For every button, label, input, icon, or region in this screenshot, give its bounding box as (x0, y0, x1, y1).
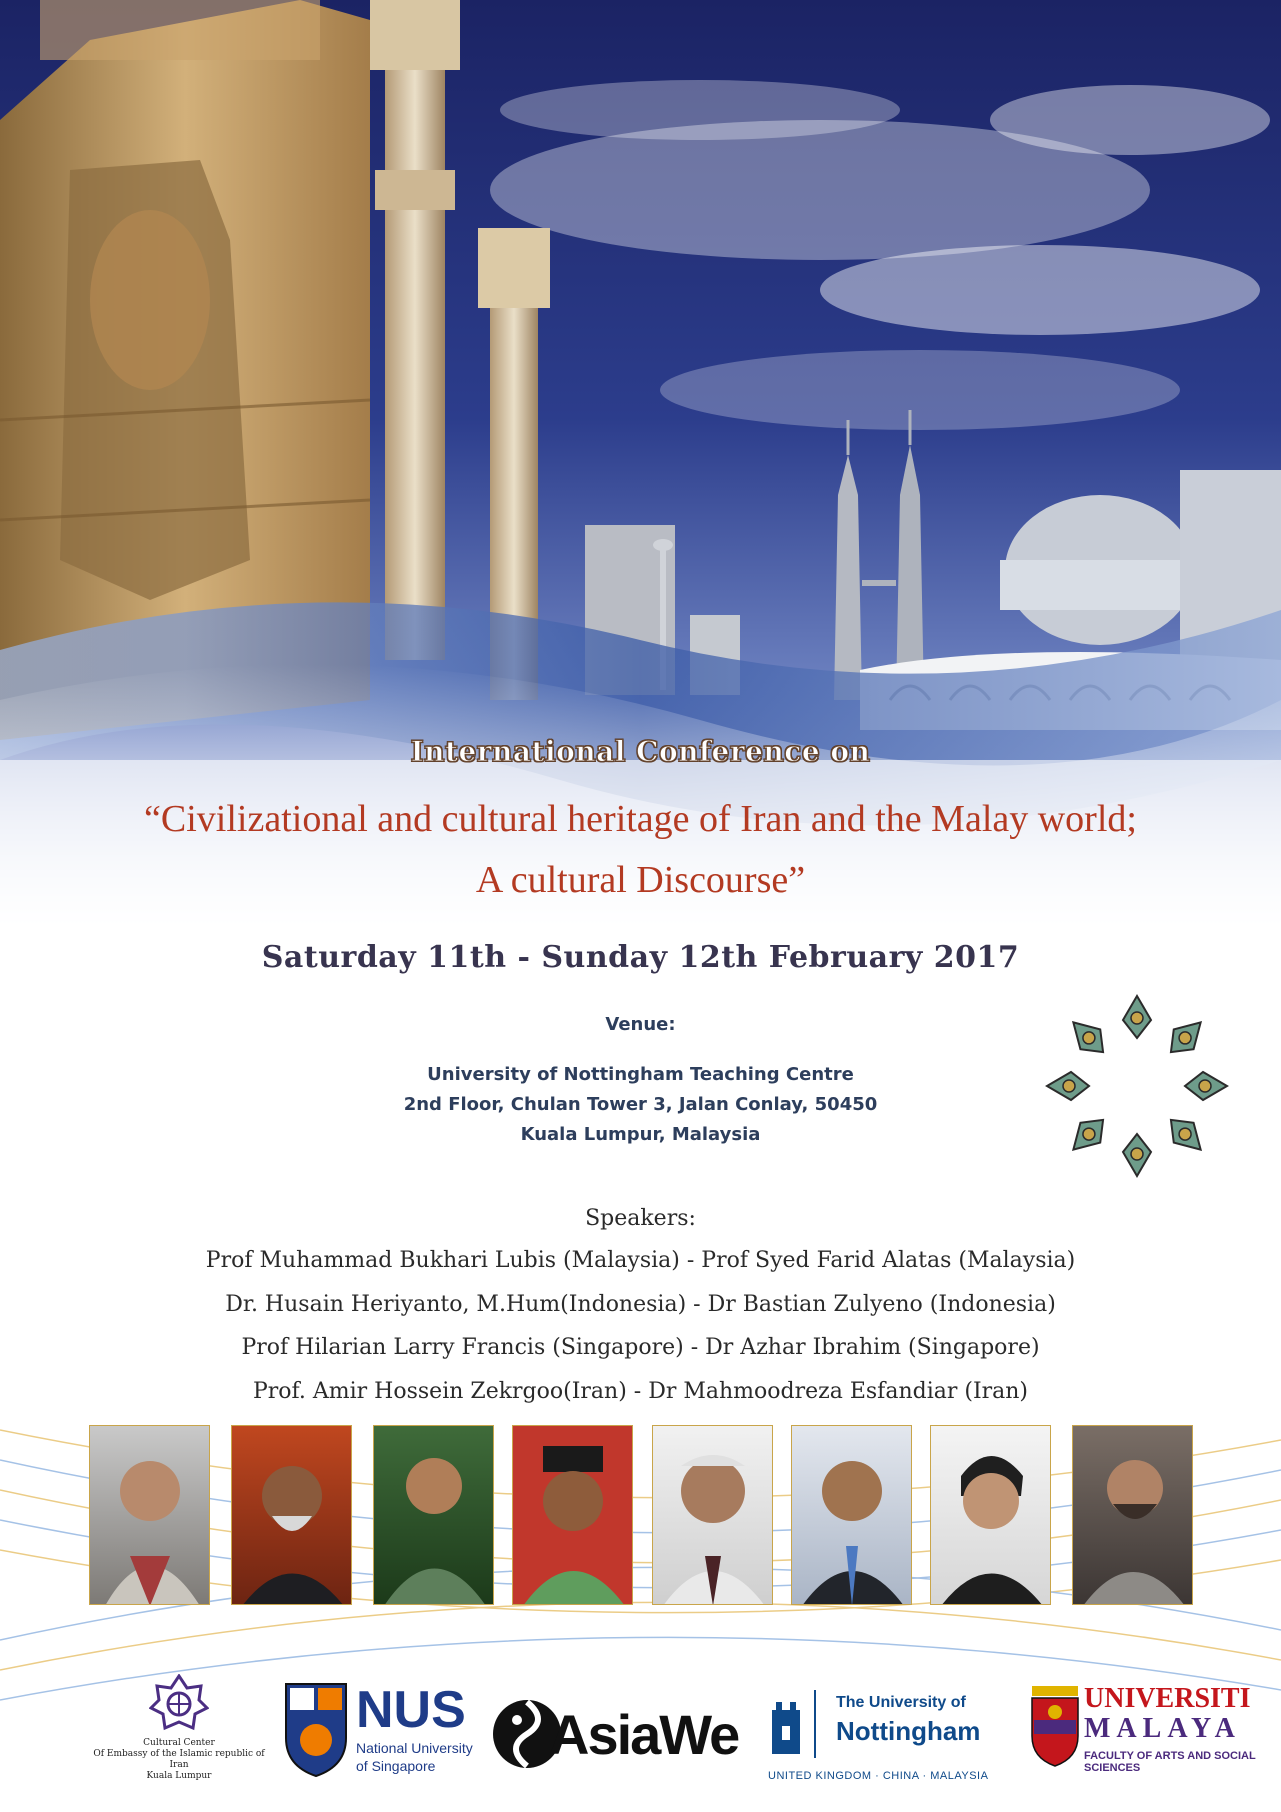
nus-logo (284, 1682, 474, 1782)
islamic-ornament-icon (1037, 986, 1237, 1186)
speaker-line: Prof Muhammad Bukhari Lubis (Malaysia) - Prof Syed Farid Alatas (Malaysia) (205, 1248, 1076, 1273)
venue-line: 2nd Floor, Chulan Tower 3, Jalan Conlay, 50450 (403, 1094, 878, 1115)
conference-dates: Saturday 11th - Sunday 12th February 2017 (261, 940, 1020, 975)
speaker-photo (89, 1425, 210, 1605)
nus-crest-icon (284, 1682, 348, 1778)
um-logo (1030, 1684, 1260, 1784)
um-line: MALAYA (1084, 1713, 1241, 1744)
cultural-center-line: Kuala Lumpur (146, 1771, 212, 1781)
speaker-photo (231, 1425, 352, 1605)
speaker-photo (930, 1425, 1051, 1605)
nus-abbr: NUS (356, 1681, 466, 1739)
asiawe-logo (489, 1696, 739, 1776)
venue-label: Venue: (605, 1014, 676, 1035)
conference-title-line-1: “Civilizational and cultural heritage of Iran and the Malay world; (144, 798, 1137, 840)
speaker-line: Dr. Husain Heriyanto, M.Hum(Indonesia) - Dr Bastian Zulyeno (Indonesia) (225, 1292, 1056, 1317)
um-crest-icon (1030, 1684, 1080, 1768)
nus-name-line: of Singapore (356, 1758, 436, 1774)
conference-intro: International Conference on (410, 735, 871, 768)
speaker-line: Prof. Amir Hossein Zekrgoo(Iran) - Dr Mahmoodreza Esfandiar (Iran) (252, 1379, 1029, 1404)
speaker-photo (1072, 1425, 1193, 1605)
nottingham-castle-icon (768, 1690, 804, 1754)
um-line: UNIVERSITI (1084, 1683, 1251, 1714)
venue-line: Kuala Lumpur, Malaysia (520, 1124, 761, 1145)
nus-name-line: National University (356, 1740, 473, 1756)
um-line: FACULTY OF ARTS AND SOCIAL SCIENCES (1084, 1750, 1256, 1774)
cultural-center-emblem-icon (149, 1674, 209, 1734)
speaker-photo (652, 1425, 773, 1605)
speaker-photo (512, 1425, 633, 1605)
nottingham-line: The University of (836, 1694, 966, 1711)
speakers-label: Speakers: (585, 1206, 696, 1231)
cultural-center-line: Of Embassy of the Islamic republic of Iran (93, 1749, 265, 1770)
nottingham-line: Nottingham (836, 1716, 981, 1746)
nottingham-line: UNITED KINGDOM · CHINA · MALAYSIA (768, 1770, 989, 1782)
asiawe-wordmark: AsiaWe (549, 1703, 739, 1766)
nottingham-logo (768, 1690, 1008, 1790)
speaker-photo (373, 1425, 494, 1605)
speaker-photo (791, 1425, 912, 1605)
cultural-center-logo (84, 1674, 274, 1794)
venue-line: University of Nottingham Teaching Centre (427, 1064, 854, 1085)
cultural-center-line: Cultural Center (143, 1738, 215, 1748)
conference-title-line-2: A cultural Discourse” (475, 859, 806, 901)
speaker-line: Prof Hilarian Larry Francis (Singapore) - Dr Azhar Ibrahim (Singapore) (241, 1335, 1040, 1360)
